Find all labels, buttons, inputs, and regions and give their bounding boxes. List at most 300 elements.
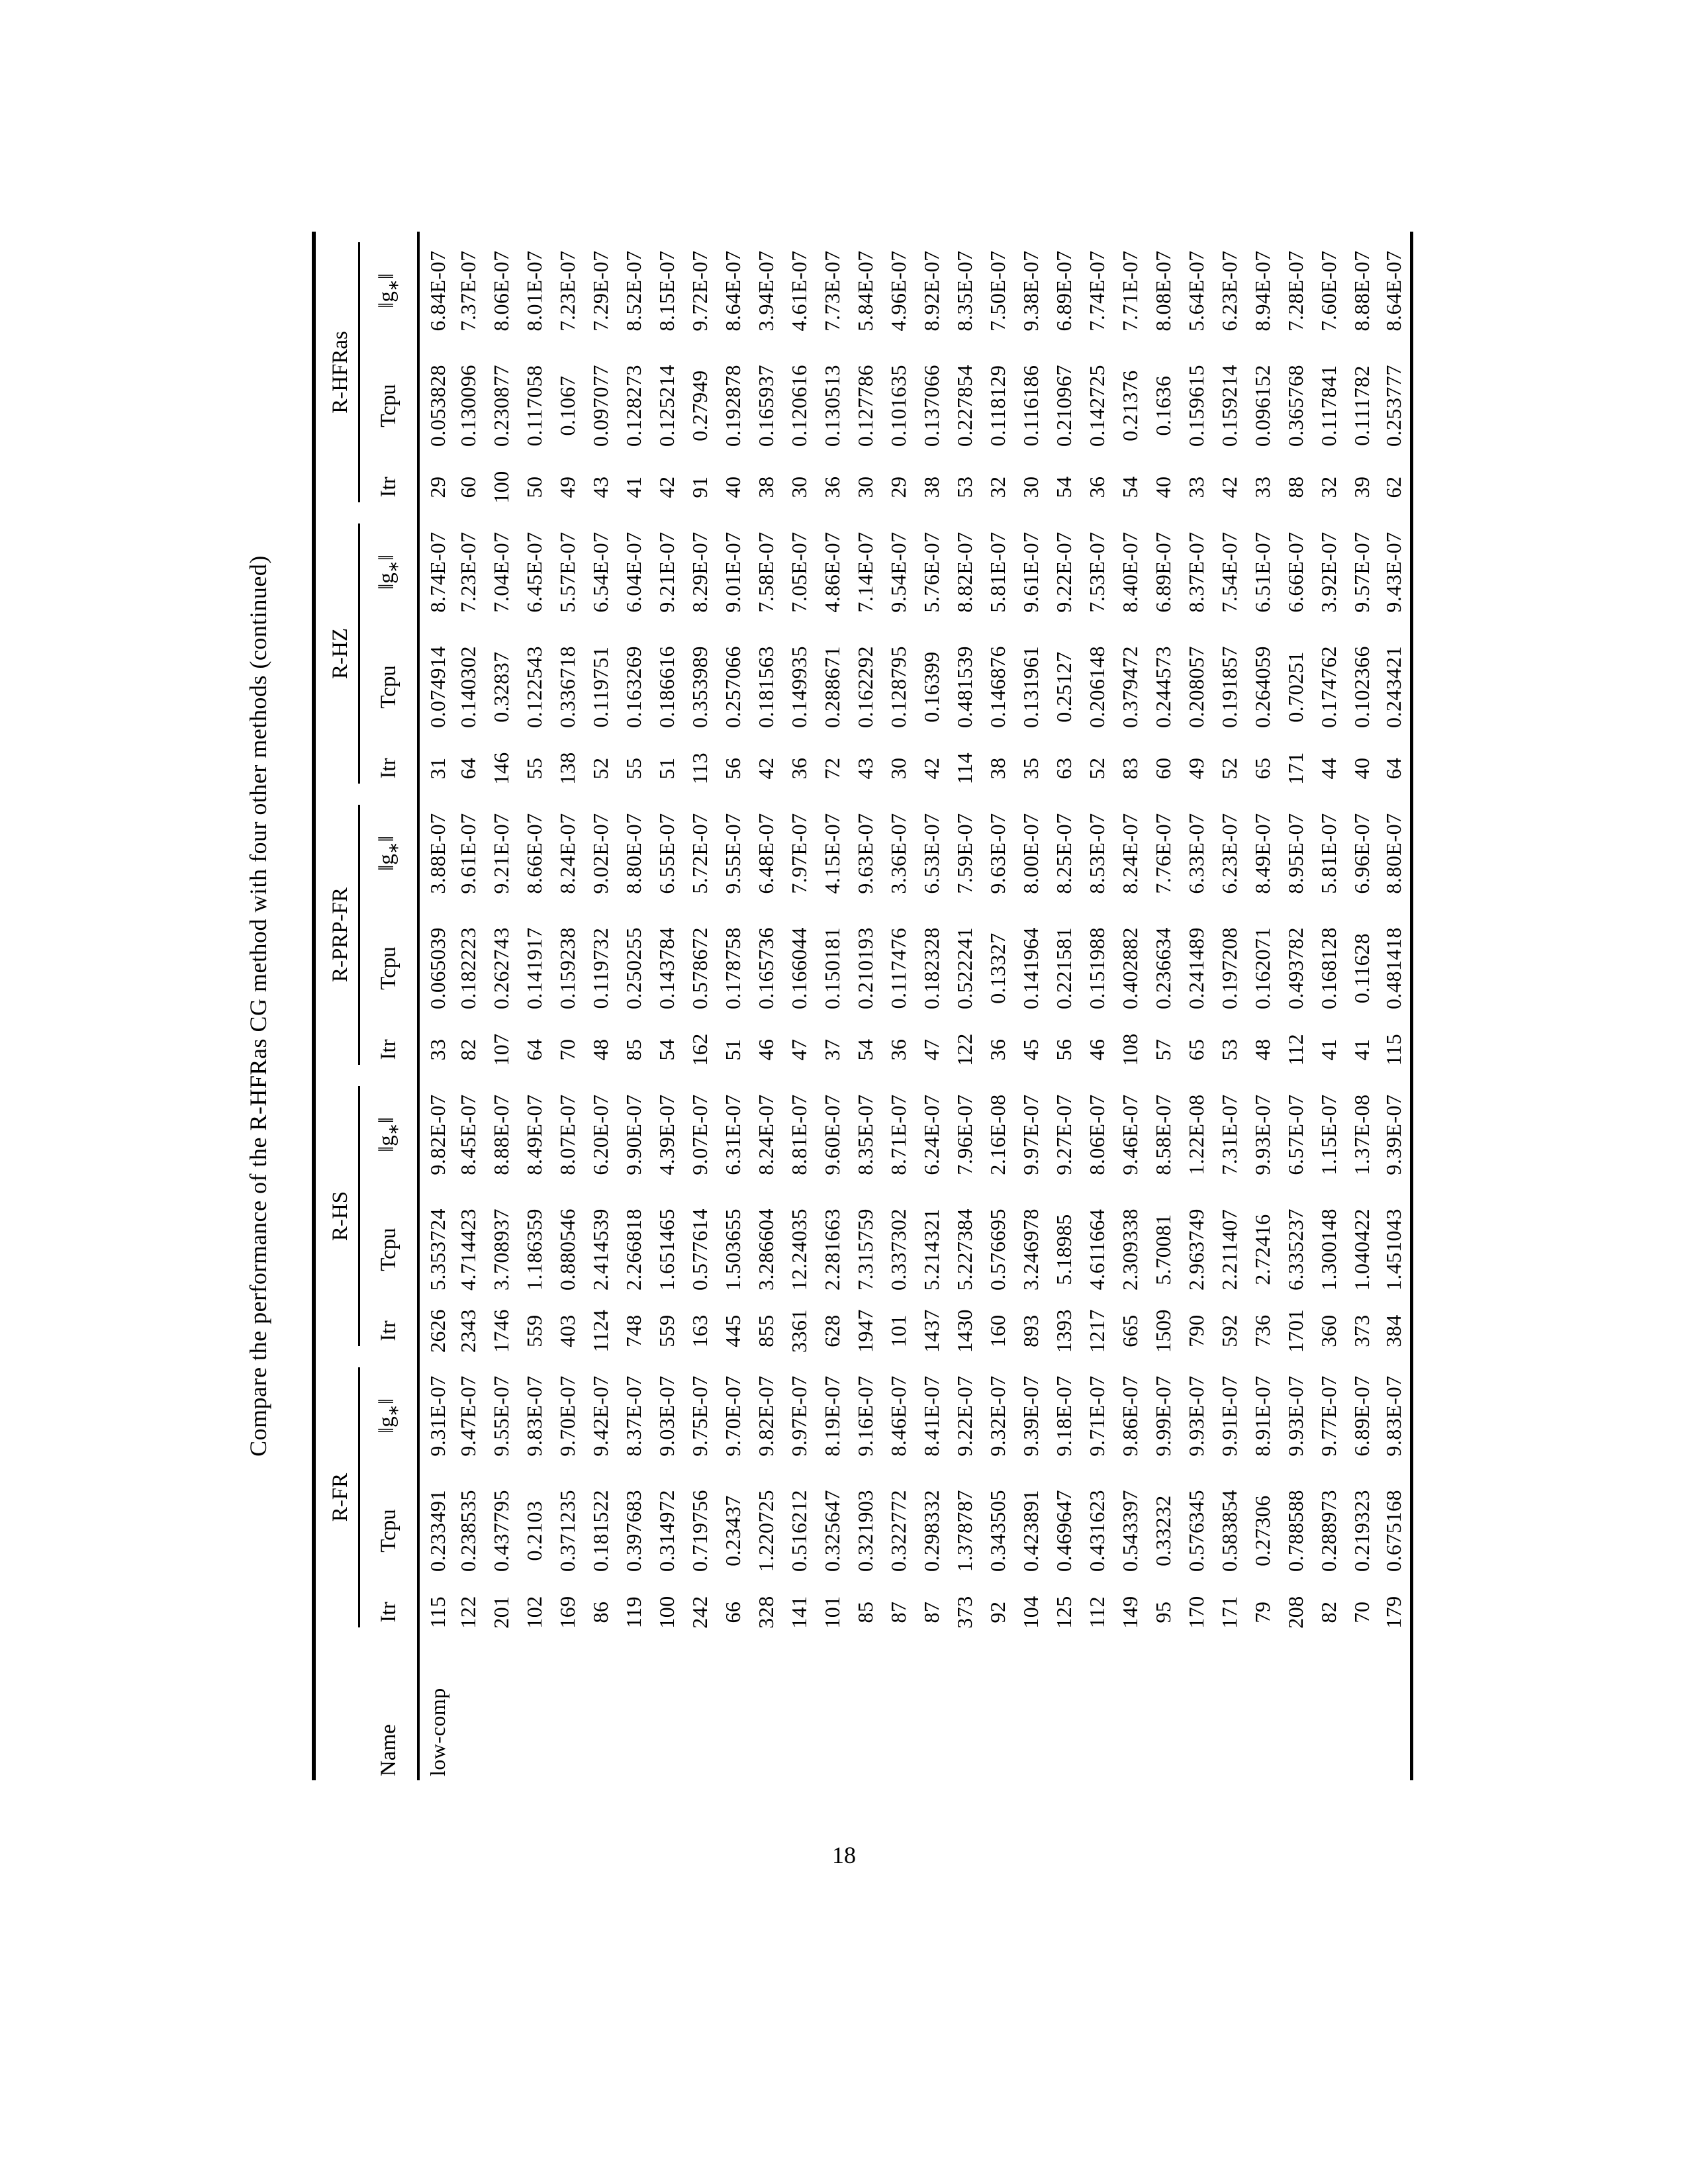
itr-cell: 50 bbox=[522, 476, 546, 498]
tcpu-cell: 0.120616 bbox=[786, 364, 811, 447]
gnorm-cell: 8.58E-07 bbox=[1150, 1094, 1175, 1175]
table-row bbox=[1113, 232, 1147, 1780]
tcpu-cell: 0.13327 bbox=[985, 933, 1009, 1004]
table-row bbox=[1378, 232, 1411, 1780]
row-name-cell bbox=[1213, 1638, 1246, 1780]
itr-cell: 87 bbox=[886, 1601, 910, 1623]
itr-cell: 60 bbox=[455, 476, 480, 498]
gnorm-cell: 9.61E-07 bbox=[455, 813, 480, 894]
itr-cell: 39 bbox=[1349, 476, 1374, 498]
tcpu-cell: 0.230877 bbox=[489, 364, 513, 447]
itr-cell: 70 bbox=[555, 1038, 579, 1061]
gnorm-cell: 7.23E-07 bbox=[455, 531, 480, 613]
itr-cell: 57 bbox=[1150, 1038, 1175, 1061]
method-header bbox=[314, 794, 360, 1075]
itr-cell: 46 bbox=[753, 1038, 778, 1061]
itr-cell: 748 bbox=[621, 1314, 645, 1347]
itr-cell: 33 bbox=[1250, 476, 1274, 498]
subheader-gnorm: $‖g_∗‖$ bbox=[360, 1357, 418, 1475]
tcpu-cell: 0.241489 bbox=[1184, 927, 1208, 1009]
gnorm-cell: 6.89E-07 bbox=[1150, 531, 1175, 613]
tcpu-cell: 1.503655 bbox=[720, 1208, 745, 1291]
gnorm-cell: 8.52E-07 bbox=[621, 250, 645, 332]
gnorm-cell: 1.22E-08 bbox=[1184, 1094, 1208, 1175]
itr-cell: 100 bbox=[489, 471, 513, 504]
tcpu-cell: 5.353724 bbox=[425, 1208, 449, 1291]
gnorm-cell: 6.89E-07 bbox=[1051, 250, 1076, 332]
tcpu-cell: 6.335237 bbox=[1283, 1208, 1307, 1291]
subheader-tcpu: Tcpu bbox=[360, 1475, 418, 1586]
tcpu-cell: 0.182223 bbox=[455, 927, 480, 1009]
itr-cell: 169 bbox=[555, 1596, 579, 1629]
gnorm-cell: 9.55E-07 bbox=[489, 1375, 513, 1457]
itr-cell: 53 bbox=[1217, 1038, 1241, 1061]
gnorm-cell: 8.49E-07 bbox=[1250, 813, 1274, 894]
itr-cell: 60 bbox=[1150, 757, 1175, 780]
itr-cell: 1430 bbox=[952, 1309, 976, 1353]
row-name-cell bbox=[1246, 1638, 1279, 1780]
gnorm-cell: 6.54E-07 bbox=[588, 531, 612, 613]
method-header-row bbox=[314, 232, 360, 1780]
table-row bbox=[1147, 232, 1180, 1780]
gnorm-cell: 8.53E-07 bbox=[1084, 813, 1109, 894]
gnorm-cell: 8.01E-07 bbox=[522, 250, 546, 332]
table-body bbox=[418, 232, 1411, 1780]
itr-cell: 36 bbox=[1084, 476, 1109, 498]
gnorm-cell: 9.83E-07 bbox=[522, 1375, 546, 1457]
gnorm-cell: 4.86E-07 bbox=[820, 531, 844, 613]
tcpu-cell: 0.182328 bbox=[919, 927, 943, 1009]
table-row bbox=[882, 232, 915, 1780]
itr-cell: 2626 bbox=[425, 1309, 449, 1353]
tcpu-cell: 1.186359 bbox=[522, 1208, 546, 1291]
method-header-label: R-PRP-FR bbox=[328, 805, 360, 1065]
tcpu-cell: 0.143784 bbox=[654, 927, 679, 1009]
table-row bbox=[1047, 232, 1080, 1780]
itr-cell: 51 bbox=[654, 757, 679, 780]
gnorm-cell: 9.63E-07 bbox=[853, 813, 877, 894]
row-name-cell bbox=[782, 1638, 816, 1780]
gnorm-cell: 8.24E-07 bbox=[753, 1094, 778, 1175]
tcpu-cell: 0.159615 bbox=[1184, 364, 1208, 447]
gnorm-cell: 7.59E-07 bbox=[952, 813, 976, 894]
gnorm-cell: 9.39E-07 bbox=[1018, 1375, 1043, 1457]
table-row bbox=[948, 232, 981, 1780]
gnorm-cell: 9.93E-07 bbox=[1283, 1375, 1307, 1457]
tcpu-cell: 0.264059 bbox=[1250, 645, 1274, 728]
gnorm-cell: 8.74E-07 bbox=[425, 531, 449, 613]
gnorm-cell: 8.95E-07 bbox=[1283, 813, 1307, 894]
tcpu-cell: 0.250255 bbox=[621, 927, 645, 1009]
tcpu-cell: 0.097077 bbox=[588, 364, 612, 447]
gnorm-cell: 9.21E-07 bbox=[654, 531, 679, 613]
row-name-cell bbox=[882, 1638, 915, 1780]
gnorm-cell: 9.55E-07 bbox=[720, 813, 745, 894]
tcpu-cell: 0.210193 bbox=[853, 927, 877, 1009]
gnorm-cell: 9.97E-07 bbox=[1018, 1094, 1043, 1175]
gnorm-cell: 7.74E-07 bbox=[1084, 250, 1109, 332]
tcpu-cell: 0.322772 bbox=[886, 1490, 910, 1572]
method-header bbox=[314, 1075, 360, 1357]
tcpu-cell: 0.111782 bbox=[1349, 365, 1374, 446]
tcpu-cell: 4.714423 bbox=[455, 1208, 480, 1291]
itr-cell: 101 bbox=[820, 1596, 844, 1629]
gnorm-cell: 9.93E-07 bbox=[1250, 1094, 1274, 1175]
tcpu-cell: 0.074914 bbox=[425, 645, 449, 728]
tcpu-cell: 0.481539 bbox=[952, 645, 976, 728]
itr-cell: 65 bbox=[1250, 757, 1274, 780]
gnorm-cell: 6.23E-07 bbox=[1217, 813, 1241, 894]
gnorm-cell: 9.72E-07 bbox=[687, 250, 712, 332]
tcpu-cell: 0.21376 bbox=[1117, 370, 1142, 441]
gnorm-cell: 8.15E-07 bbox=[654, 250, 679, 332]
gnorm-subscript: ∗ bbox=[385, 1404, 402, 1417]
itr-cell: 40 bbox=[1349, 757, 1374, 780]
gnorm-cell: 7.05E-07 bbox=[786, 531, 811, 613]
tcpu-cell: 2.281663 bbox=[820, 1208, 844, 1291]
gnorm-cell: 9.77E-07 bbox=[1316, 1375, 1340, 1457]
tcpu-cell: 0.178758 bbox=[720, 927, 745, 1009]
itr-cell: 171 bbox=[1217, 1596, 1241, 1629]
tcpu-cell: 0.321903 bbox=[853, 1490, 877, 1572]
gnorm-cell: 3.94E-07 bbox=[753, 250, 778, 332]
tcpu-cell: 0.162071 bbox=[1250, 927, 1274, 1009]
tcpu-cell: 0.336718 bbox=[555, 645, 579, 728]
tcpu-cell: 0.118129 bbox=[985, 365, 1009, 447]
page-number: 18 bbox=[832, 1842, 856, 1868]
tcpu-cell: 5.70081 bbox=[1150, 1214, 1175, 1285]
itr-cell: 1947 bbox=[853, 1309, 877, 1353]
itr-cell: 33 bbox=[425, 1038, 449, 1061]
itr-cell: 2343 bbox=[455, 1309, 480, 1353]
gnorm-cell: 9.03E-07 bbox=[654, 1375, 679, 1457]
itr-cell: 38 bbox=[985, 757, 1009, 780]
gnorm-cell: 8.35E-07 bbox=[853, 1094, 877, 1175]
row-name-cell bbox=[584, 1638, 617, 1780]
itr-cell: 30 bbox=[886, 757, 910, 780]
gnorm-cell: 6.96E-07 bbox=[1349, 813, 1374, 894]
tcpu-cell: 0.166044 bbox=[786, 927, 811, 1009]
tcpu-cell: 12.24035 bbox=[786, 1208, 811, 1291]
tcpu-cell: 0.25127 bbox=[1051, 651, 1076, 723]
gnorm-cell: 8.88E-07 bbox=[1349, 250, 1374, 332]
itr-cell: 1124 bbox=[588, 1309, 612, 1353]
gnorm-cell: 9.60E-07 bbox=[820, 1094, 844, 1175]
gnorm-cell: 4.15E-07 bbox=[820, 813, 844, 894]
tcpu-cell: 0.191857 bbox=[1217, 645, 1241, 728]
tcpu-cell: 0.469647 bbox=[1051, 1490, 1076, 1572]
itr-cell: 112 bbox=[1084, 1596, 1109, 1629]
gnorm-cell: 9.90E-07 bbox=[621, 1094, 645, 1175]
gnorm-cell: 6.20E-07 bbox=[588, 1094, 612, 1175]
gnorm-cell: 8.37E-07 bbox=[1184, 531, 1208, 613]
gnorm-cell: 8.91E-07 bbox=[1250, 1375, 1274, 1457]
tcpu-cell: 0.128273 bbox=[621, 364, 645, 447]
gnorm-cell: 9.02E-07 bbox=[588, 813, 612, 894]
gnorm-cell: 9.97E-07 bbox=[786, 1375, 811, 1457]
tcpu-cell: 0.065039 bbox=[425, 927, 449, 1009]
table-row bbox=[981, 232, 1014, 1780]
gnorm-cell: 5.84E-07 bbox=[853, 250, 877, 332]
tcpu-cell: 0.423891 bbox=[1018, 1490, 1043, 1572]
tcpu-cell: 0.192878 bbox=[720, 364, 745, 447]
gnorm-cell: 9.47E-07 bbox=[455, 1375, 480, 1457]
tcpu-cell: 0.181563 bbox=[753, 645, 778, 728]
tcpu-cell: 0.181522 bbox=[588, 1490, 612, 1572]
gnorm-cell: 7.23E-07 bbox=[555, 250, 579, 332]
itr-cell: 113 bbox=[687, 752, 712, 785]
tcpu-cell: 1.651465 bbox=[654, 1208, 679, 1291]
itr-cell: 38 bbox=[753, 476, 778, 498]
itr-cell: 54 bbox=[853, 1038, 877, 1061]
gnorm-cell: 7.96E-07 bbox=[952, 1094, 976, 1175]
itr-cell: 628 bbox=[820, 1314, 844, 1347]
tcpu-cell: 0.221581 bbox=[1051, 927, 1076, 1009]
method-header-label: R-HS bbox=[328, 1086, 360, 1346]
gnorm-cell: 9.75E-07 bbox=[687, 1375, 712, 1457]
gnorm-cell: 6.84E-07 bbox=[425, 250, 449, 332]
itr-cell: 403 bbox=[555, 1314, 579, 1347]
gnorm-cell: 9.70E-07 bbox=[720, 1375, 745, 1457]
gnorm-cell: 8.25E-07 bbox=[1051, 813, 1076, 894]
tcpu-cell: 0.208057 bbox=[1184, 645, 1208, 728]
itr-cell: 163 bbox=[687, 1314, 712, 1347]
gnorm-cell: 8.00E-07 bbox=[1018, 813, 1043, 894]
itr-cell: 1437 bbox=[919, 1309, 943, 1353]
gnorm-cell: 9.01E-07 bbox=[720, 531, 745, 613]
itr-cell: 328 bbox=[753, 1596, 778, 1629]
table-row bbox=[485, 232, 518, 1780]
gnorm-cell: 3.88E-07 bbox=[425, 813, 449, 894]
gnorm-cell: 7.54E-07 bbox=[1217, 531, 1241, 613]
gnorm-cell: 8.64E-07 bbox=[720, 250, 745, 332]
itr-cell: 384 bbox=[1382, 1314, 1406, 1347]
itr-cell: 855 bbox=[753, 1314, 778, 1347]
itr-cell: 179 bbox=[1382, 1596, 1406, 1629]
method-header bbox=[314, 513, 360, 794]
row-name-cell bbox=[915, 1638, 948, 1780]
gnorm-cell: 8.24E-07 bbox=[555, 813, 579, 894]
subheader-tcpu: Tcpu bbox=[360, 350, 418, 461]
tcpu-cell: 0.257066 bbox=[720, 645, 745, 728]
row-name-cell bbox=[1180, 1638, 1213, 1780]
itr-cell: 170 bbox=[1184, 1596, 1208, 1629]
gnorm-cell: 9.61E-07 bbox=[1018, 531, 1043, 613]
tcpu-cell: 0.116186 bbox=[1018, 365, 1043, 447]
itr-cell: 138 bbox=[555, 752, 579, 785]
itr-cell: 36 bbox=[985, 1038, 1009, 1061]
tcpu-cell: 0.174762 bbox=[1316, 645, 1340, 728]
row-name-cell bbox=[1378, 1638, 1411, 1780]
tcpu-cell: 0.119751 bbox=[588, 646, 612, 728]
tcpu-cell: 0.119732 bbox=[588, 927, 612, 1009]
itr-cell: 31 bbox=[425, 757, 449, 780]
tcpu-cell: 0.32837 bbox=[489, 651, 513, 723]
itr-cell: 66 bbox=[720, 1601, 745, 1623]
table-row bbox=[451, 232, 485, 1780]
itr-cell: 42 bbox=[753, 757, 778, 780]
itr-cell: 64 bbox=[455, 757, 480, 780]
tcpu-cell: 2.266818 bbox=[621, 1208, 645, 1291]
table-row bbox=[617, 232, 650, 1780]
row-name-cell bbox=[749, 1638, 782, 1780]
tcpu-cell: 0.719756 bbox=[687, 1490, 712, 1572]
gnorm-cell: 8.45E-07 bbox=[455, 1094, 480, 1175]
tcpu-cell: 0.197208 bbox=[1217, 927, 1241, 1009]
itr-cell: 122 bbox=[952, 1033, 976, 1066]
subheader-itr: Itr bbox=[360, 461, 418, 513]
tcpu-cell: 0.337302 bbox=[886, 1208, 910, 1291]
table-row bbox=[1246, 232, 1279, 1780]
gnorm-cell: 6.23E-07 bbox=[1217, 250, 1241, 332]
tcpu-cell: 0.137066 bbox=[919, 364, 943, 447]
gnorm-cell: 6.24E-07 bbox=[919, 1094, 943, 1175]
row-name-cell bbox=[849, 1638, 882, 1780]
itr-cell: 160 bbox=[985, 1314, 1009, 1347]
subheader-itr: Itr bbox=[360, 1305, 418, 1357]
gnorm-cell: 8.80E-07 bbox=[621, 813, 645, 894]
row-name-cell bbox=[683, 1638, 716, 1780]
tcpu-cell: 0.522241 bbox=[952, 927, 976, 1009]
gnorm-cell: 8.64E-07 bbox=[1382, 250, 1406, 332]
gnorm-cell: 8.49E-07 bbox=[522, 1094, 546, 1175]
gnorm-cell: 9.27E-07 bbox=[1051, 1094, 1076, 1175]
itr-cell: 85 bbox=[621, 1038, 645, 1061]
method-header-label: R-FR bbox=[328, 1367, 360, 1627]
itr-cell: 46 bbox=[1084, 1038, 1109, 1061]
tcpu-cell: 0.236634 bbox=[1150, 927, 1175, 1009]
gnorm-cell: 8.46E-07 bbox=[886, 1375, 910, 1457]
tcpu-cell: 0.11628 bbox=[1349, 933, 1374, 1004]
method-header-label: R-HFRas bbox=[328, 242, 360, 502]
tcpu-cell: 0.343505 bbox=[985, 1490, 1009, 1572]
row-name-cell bbox=[1147, 1638, 1180, 1780]
itr-cell: 52 bbox=[1217, 757, 1241, 780]
itr-cell: 1217 bbox=[1084, 1309, 1109, 1353]
tcpu-cell: 0.262743 bbox=[489, 927, 513, 1009]
tcpu-cell: 0.397683 bbox=[621, 1490, 645, 1572]
gnorm-cell: 3.92E-07 bbox=[1316, 531, 1340, 613]
itr-cell: 54 bbox=[1117, 476, 1142, 498]
tcpu-cell: 0.788588 bbox=[1283, 1490, 1307, 1572]
gnorm-cell: 6.33E-07 bbox=[1184, 813, 1208, 894]
itr-cell: 33 bbox=[1184, 476, 1208, 498]
tcpu-cell: 0.149935 bbox=[786, 645, 811, 728]
row-name-cell bbox=[1014, 1638, 1047, 1780]
itr-cell: 101 bbox=[886, 1314, 910, 1347]
itr-cell: 65 bbox=[1184, 1038, 1208, 1061]
table-row bbox=[915, 232, 948, 1780]
itr-cell: 360 bbox=[1316, 1314, 1340, 1347]
gnorm-cell: 5.57E-07 bbox=[555, 531, 579, 613]
itr-cell: 42 bbox=[919, 757, 943, 780]
itr-cell: 38 bbox=[919, 476, 943, 498]
gnorm-cell: 3.36E-07 bbox=[886, 813, 910, 894]
itr-cell: 64 bbox=[522, 1038, 546, 1061]
itr-cell: 32 bbox=[1316, 476, 1340, 498]
tcpu-cell: 0.140302 bbox=[455, 645, 480, 728]
itr-cell: 87 bbox=[919, 1601, 943, 1623]
row-name-cell bbox=[650, 1638, 683, 1780]
row-name-cell bbox=[1080, 1638, 1113, 1780]
tcpu-cell: 0.325647 bbox=[820, 1490, 844, 1572]
subheader-gnorm: $‖g_∗‖$ bbox=[360, 513, 418, 631]
itr-cell: 62 bbox=[1382, 476, 1406, 498]
table-row bbox=[1345, 232, 1378, 1780]
tcpu-cell: 0.125214 bbox=[654, 364, 679, 447]
itr-cell: 86 bbox=[588, 1601, 612, 1623]
tcpu-cell: 0.27306 bbox=[1250, 1495, 1274, 1567]
gnorm-cell: 9.38E-07 bbox=[1018, 250, 1043, 332]
tcpu-cell: 0.210967 bbox=[1051, 364, 1076, 447]
tcpu-cell: 0.314972 bbox=[654, 1490, 679, 1572]
tcpu-cell: 0.117476 bbox=[886, 927, 910, 1009]
tcpu-cell: 2.414539 bbox=[588, 1208, 612, 1291]
gnorm-cell: 7.73E-07 bbox=[820, 250, 844, 332]
gnorm-cell: 6.66E-07 bbox=[1283, 531, 1307, 613]
itr-cell: 52 bbox=[1084, 757, 1109, 780]
itr-cell: 42 bbox=[1217, 476, 1241, 498]
itr-cell: 40 bbox=[720, 476, 745, 498]
gnorm-cell: 7.60E-07 bbox=[1316, 250, 1340, 332]
itr-cell: 85 bbox=[853, 1601, 877, 1623]
table-row bbox=[716, 232, 749, 1780]
itr-cell: 51 bbox=[720, 1038, 745, 1061]
gnorm-cell: 8.06E-07 bbox=[1084, 1094, 1109, 1175]
tcpu-cell: 0.493782 bbox=[1283, 927, 1307, 1009]
gnorm-cell: 8.94E-07 bbox=[1250, 250, 1274, 332]
tcpu-cell: 0.162292 bbox=[853, 645, 877, 728]
gnorm-cell: 8.35E-07 bbox=[952, 250, 976, 332]
itr-cell: 43 bbox=[588, 476, 612, 498]
table-row bbox=[782, 232, 816, 1780]
gnorm-cell: 6.45E-07 bbox=[522, 531, 546, 613]
itr-cell: 48 bbox=[588, 1038, 612, 1061]
itr-cell: 1746 bbox=[489, 1309, 513, 1353]
tcpu-cell: 0.219323 bbox=[1349, 1490, 1374, 1572]
table-row bbox=[1312, 232, 1345, 1780]
itr-cell: 3361 bbox=[786, 1309, 811, 1353]
itr-cell: 82 bbox=[1316, 1601, 1340, 1623]
itr-cell: 41 bbox=[621, 476, 645, 498]
gnorm-cell: 8.80E-07 bbox=[1382, 813, 1406, 894]
tcpu-cell: 0.053828 bbox=[425, 364, 449, 447]
tcpu-cell: 0.186616 bbox=[654, 645, 679, 728]
gnorm-cell: 1.37E-08 bbox=[1349, 1094, 1374, 1175]
itr-cell: 70 bbox=[1349, 1601, 1374, 1623]
gnorm-cell: 9.93E-07 bbox=[1184, 1375, 1208, 1457]
subheader-gnorm: $‖g_∗‖$ bbox=[360, 232, 418, 350]
tcpu-cell: 3.708937 bbox=[489, 1208, 513, 1291]
gnorm-cell: 4.96E-07 bbox=[886, 250, 910, 332]
row-name-cell bbox=[1312, 1638, 1345, 1780]
tcpu-cell: 0.096152 bbox=[1250, 364, 1274, 447]
itr-cell: 30 bbox=[1018, 476, 1043, 498]
tcpu-cell: 0.23437 bbox=[720, 1495, 745, 1567]
itr-cell: 45 bbox=[1018, 1038, 1043, 1061]
itr-cell: 95 bbox=[1150, 1601, 1175, 1623]
name-header-spacer bbox=[314, 1638, 360, 1780]
itr-cell: 55 bbox=[621, 757, 645, 780]
results-table bbox=[312, 232, 1413, 1780]
tcpu-cell: 0.543397 bbox=[1117, 1490, 1142, 1572]
itr-cell: 32 bbox=[985, 476, 1009, 498]
gnorm-cell: 7.58E-07 bbox=[753, 531, 778, 613]
row-name-cell bbox=[485, 1638, 518, 1780]
tcpu-cell: 0.102366 bbox=[1349, 645, 1374, 728]
gnorm-subscript: ∗ bbox=[385, 561, 402, 573]
gnorm-cell: 9.22E-07 bbox=[1051, 531, 1076, 613]
